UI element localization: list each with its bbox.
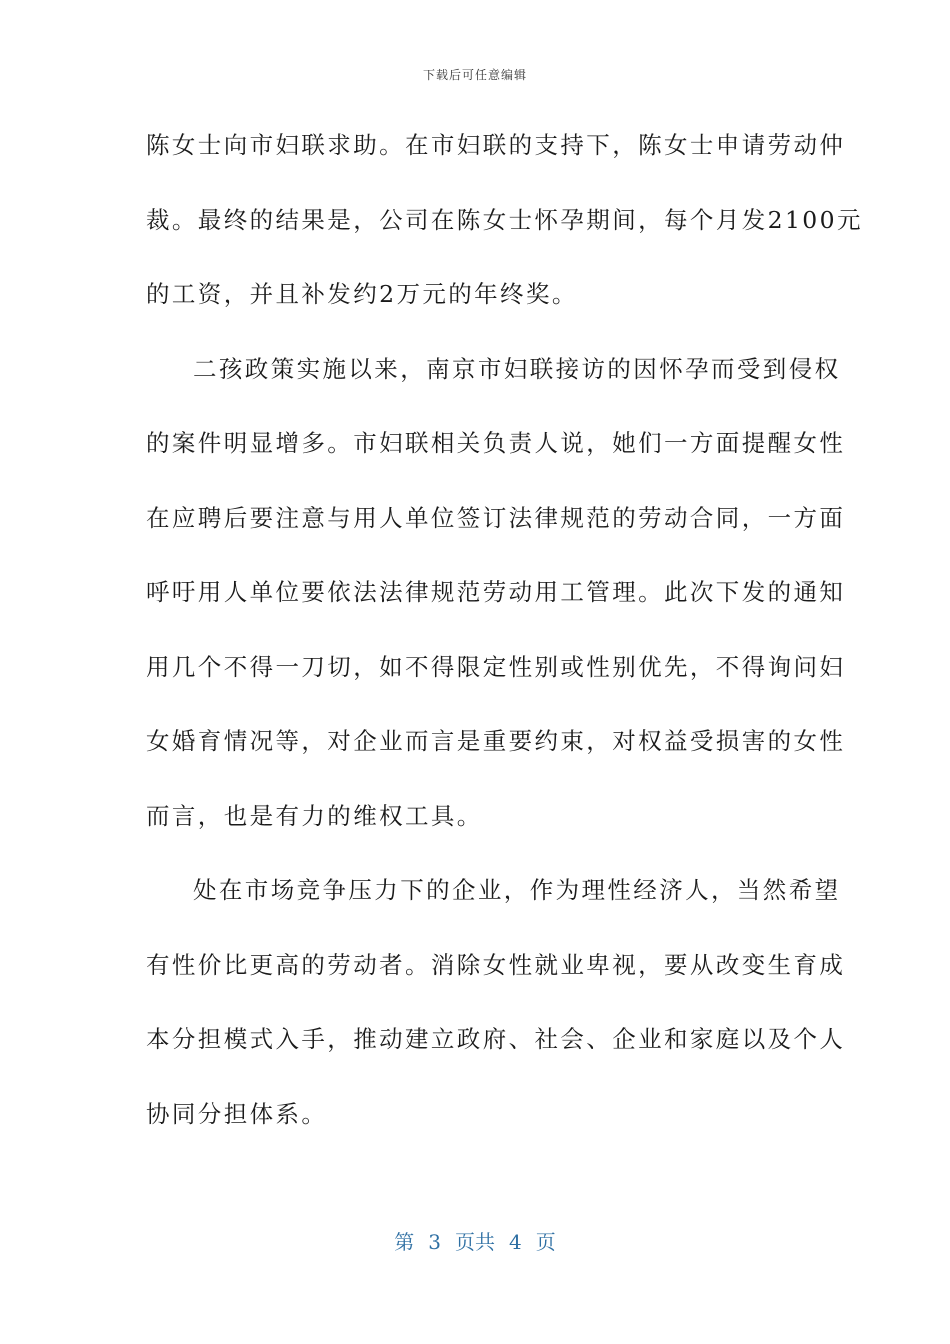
page-footer: [0, 1226, 950, 1255]
footer-prefix: 第: [394, 1230, 415, 1254]
text-line-first: 处在市场竞争压力下的企业，作为理性经济人，当然希望: [193, 876, 841, 904]
text-line: 女婚育情况等，对企业而言是重要约束，对权益受损害的女性: [146, 727, 846, 755]
text-line: 有性价比更高的劳动者。消除女性就业卑视，要从改变生育成: [146, 950, 846, 979]
text-line: 而言，也是有力的维权工具。: [146, 801, 483, 830]
footer-suffix: 页: [535, 1230, 556, 1254]
text-line: 用几个不得一刀切，如不得限定性别或性别优先，不得询问妇: [146, 652, 846, 681]
footer-total-pages: 4: [509, 1230, 522, 1254]
text-line: 的工资，并且补发约2万元的年终奖。: [146, 280, 578, 308]
footer-current-page: 3: [428, 1230, 441, 1254]
text-line: 的案件明显增多。市妇联相关负责人说，她们一方面提醒女性: [146, 429, 846, 457]
text-line: 裁。最终的结果是，公司在陈女士怀孕期间，每个月发2100元: [146, 205, 863, 234]
document-body: [146, 120, 863, 1163]
text-line: 在应聘后要注意与用人单位签订法律规范的劳动合同，一方面: [146, 503, 846, 532]
text-line: 协同分担体系。: [146, 1099, 328, 1128]
text-line: 陈女士向市妇联求助。在市妇联的支持下，陈女士申请劳动仲: [146, 131, 846, 159]
header-note: 下载后可任意编辑: [422, 68, 527, 82]
text-line-first: 二孩政策实施以来，南京市妇联接访的因怀孕而受到侵权: [193, 354, 841, 383]
text-line: 本分担模式入手，推动建立政府、社会、企业和家庭以及个人: [146, 1025, 846, 1053]
footer-middle: 页共: [455, 1230, 495, 1254]
text-line: 呼吁用人单位要依法法律规范劳动用工管理。此次下发的通知: [146, 578, 846, 606]
